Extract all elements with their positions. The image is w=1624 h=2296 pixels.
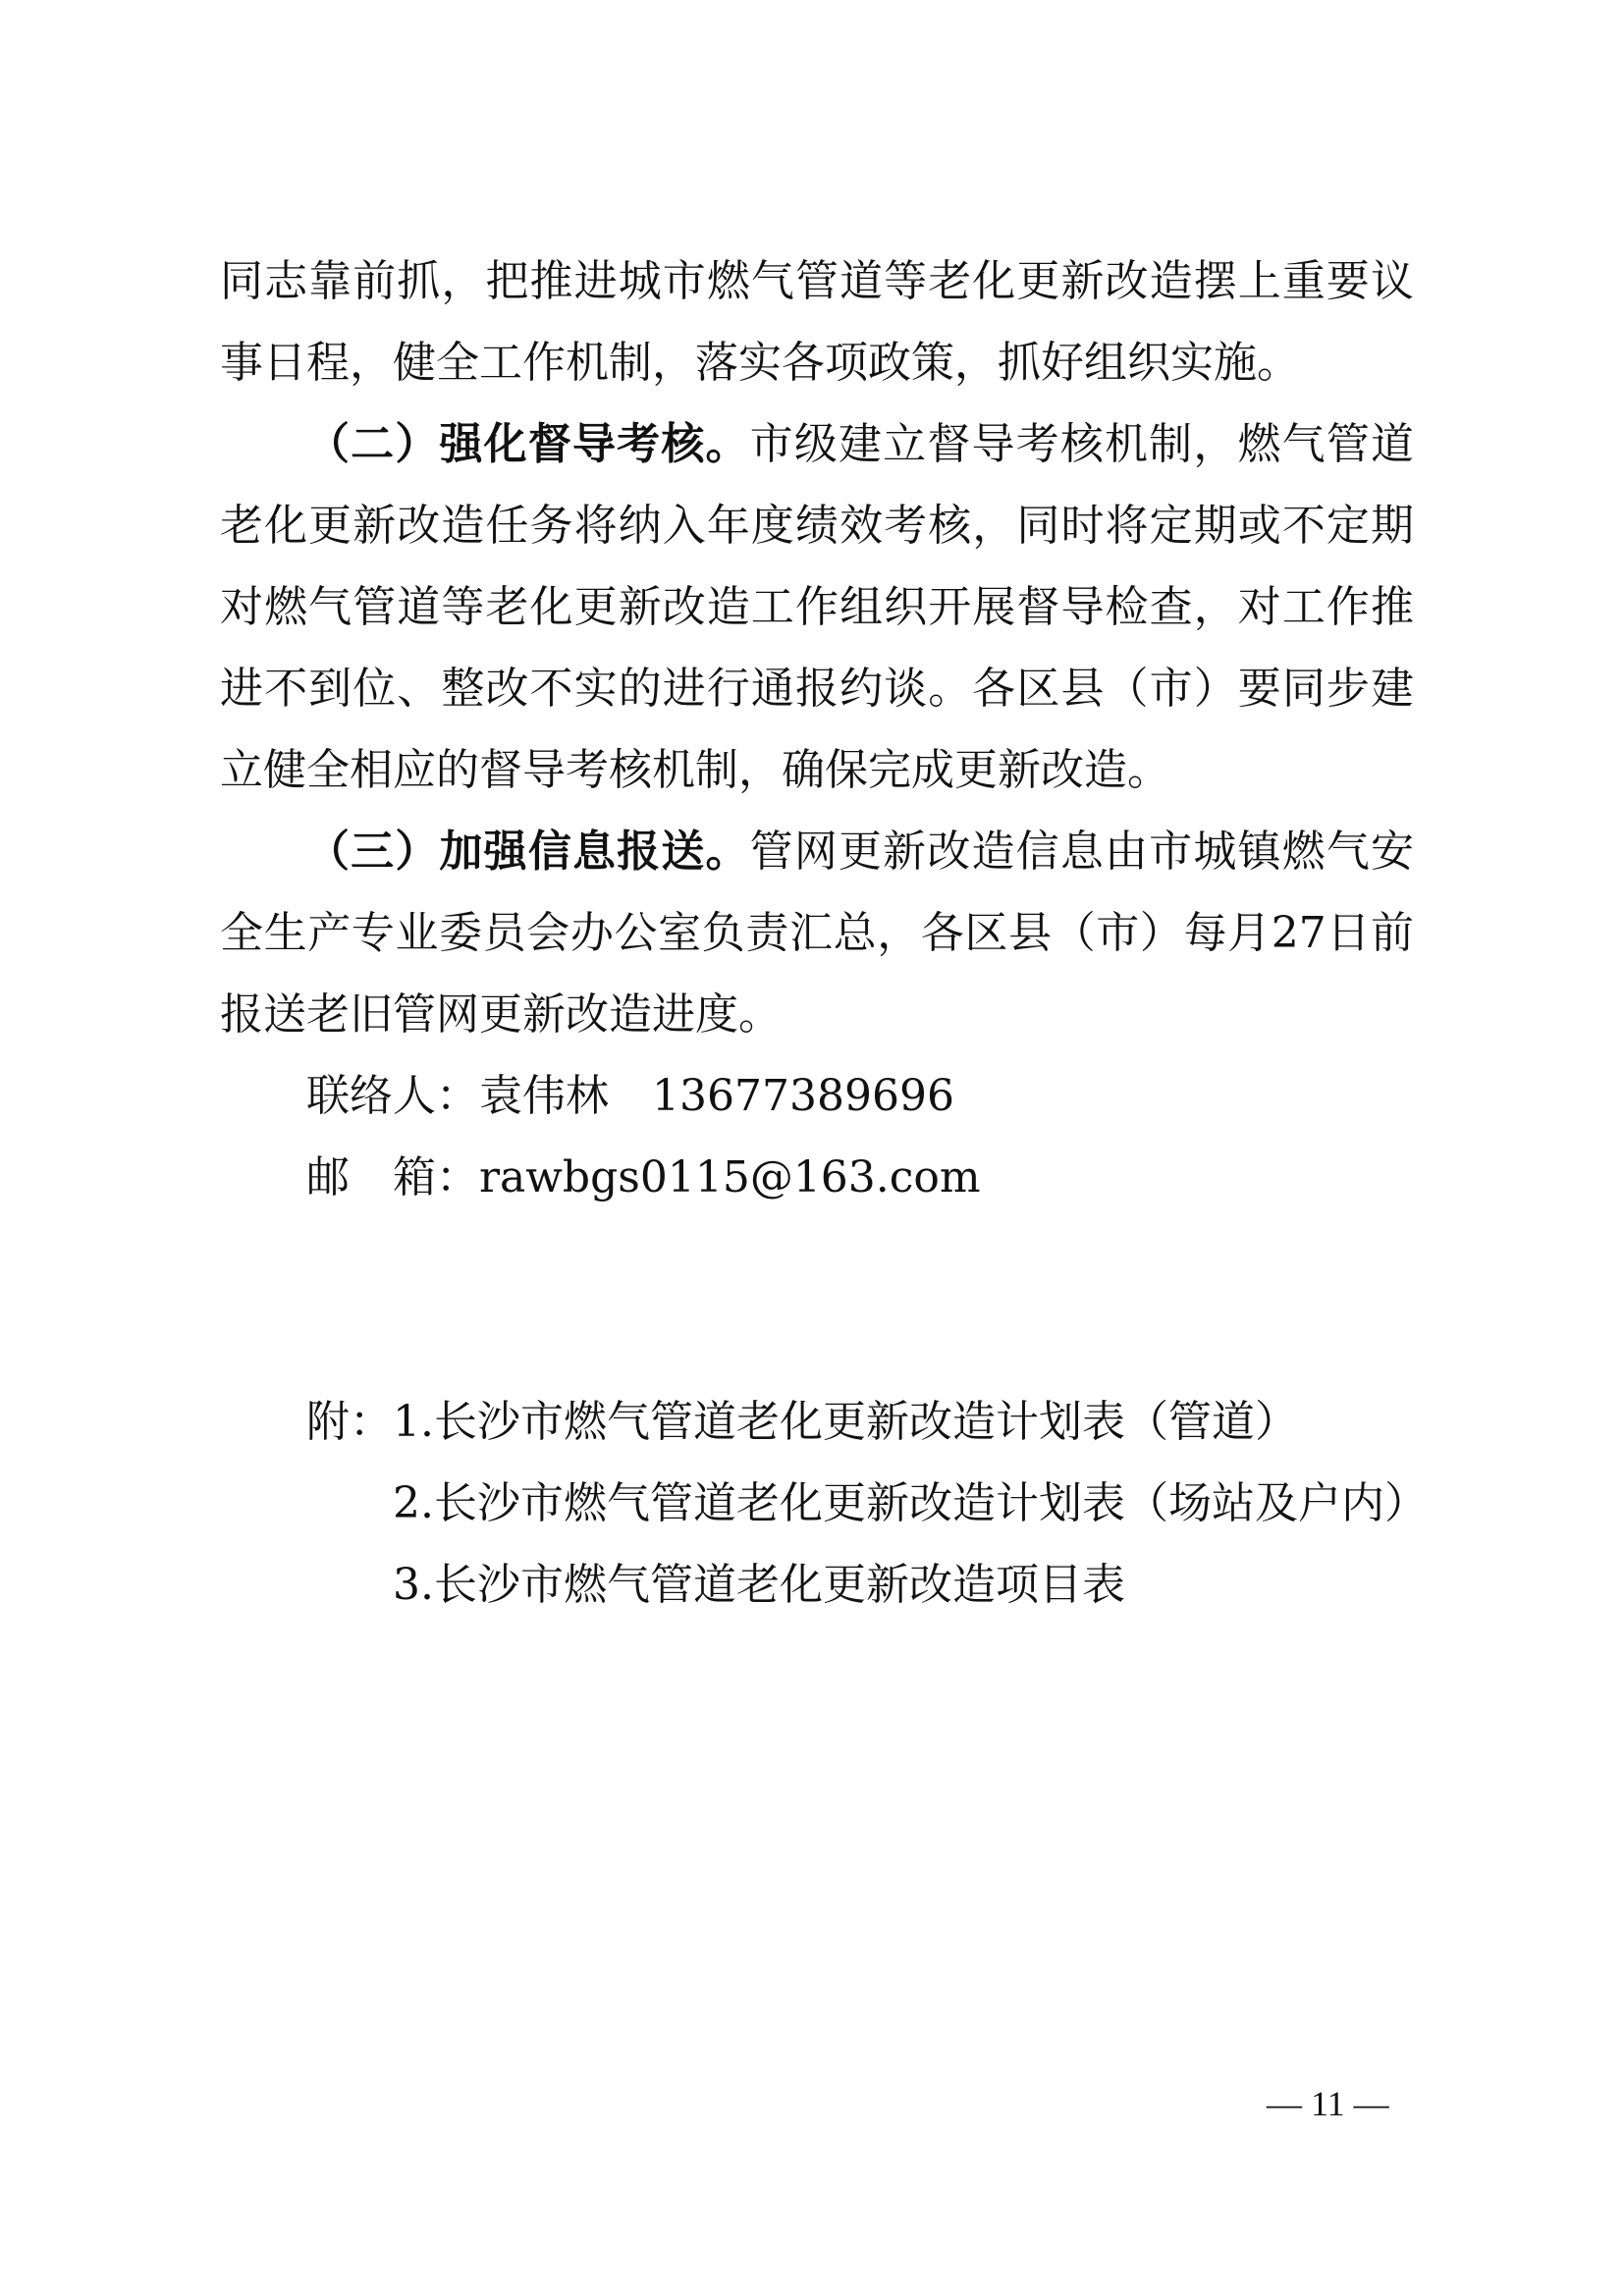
section-heading-supervision: （二）强化督导考核。 [306,419,750,469]
paragraph-3-line-1 [220,811,1414,892]
paragraph-2-line-2: 老化更新改造任务将纳入年度绩效考核，同时将定期或不定期 [220,501,1414,551]
email-value: rawbgs0115@163.com [479,1152,981,1202]
document-body [220,240,1428,1626]
contact-person-name: 袁伟林 [479,1071,609,1121]
paragraph-2-line-4: 进不到位、整改不实的进行通报约谈。各区县（市）要同步建 [220,664,1414,714]
attachment-item-1 [220,1381,1414,1463]
contact-person [220,1055,1414,1137]
paragraph-2-line-5: 立健全相应的督导考核机制，确保完成更新改造。 [220,745,1170,795]
paragraph-2-line-1-text: 市级建立督导考核机制，燃气管道 [749,419,1415,469]
paragraph-3-line-2: 全生产专业委员会办公室负责汇总，各区县（市）每月27日前 [220,908,1414,958]
paragraph-2-line-1 [220,403,1414,485]
email-label-1: 邮 [306,1152,350,1202]
attachment-prefix: 附： [306,1397,393,1447]
page-number: — 11 — [1267,2084,1389,2123]
contact-email [220,1137,1414,1218]
contact-phone: 13677389696 [652,1071,954,1121]
email-label-2: 箱： [393,1152,479,1202]
attachment-item-1-text: 1.长沙市燃气管道老化更新改造计划表（管道） [393,1397,1298,1447]
contact-person-label: 联络人： [306,1071,479,1121]
section-heading-reporting: （三）加强信息报送。 [306,827,750,877]
paragraph-3-line-1-text: 管网更新改造信息由市城镇燃气安 [749,827,1415,877]
attachment-item-3: 3.长沙市燃气管道老化更新改造项目表 [393,1560,1125,1610]
paragraph-1-line-2: 事日程，健全工作机制，落实各项政策，抓好组织实施。 [220,338,1300,388]
attachment-item-2: 2.长沙市燃气管道老化更新改造计划表（场站及户内） [393,1478,1428,1528]
paragraph-2-line-3: 对燃气管道等老化更新改造工作组织开展督导检查，对工作推 [220,582,1414,632]
paragraph-3-line-3: 报送老旧管网更新改造进度。 [220,989,782,1040]
paragraph-1-line-1: 同志靠前抓，把推进城市燃气管道等老化更新改造摆上重要议 [220,256,1414,306]
